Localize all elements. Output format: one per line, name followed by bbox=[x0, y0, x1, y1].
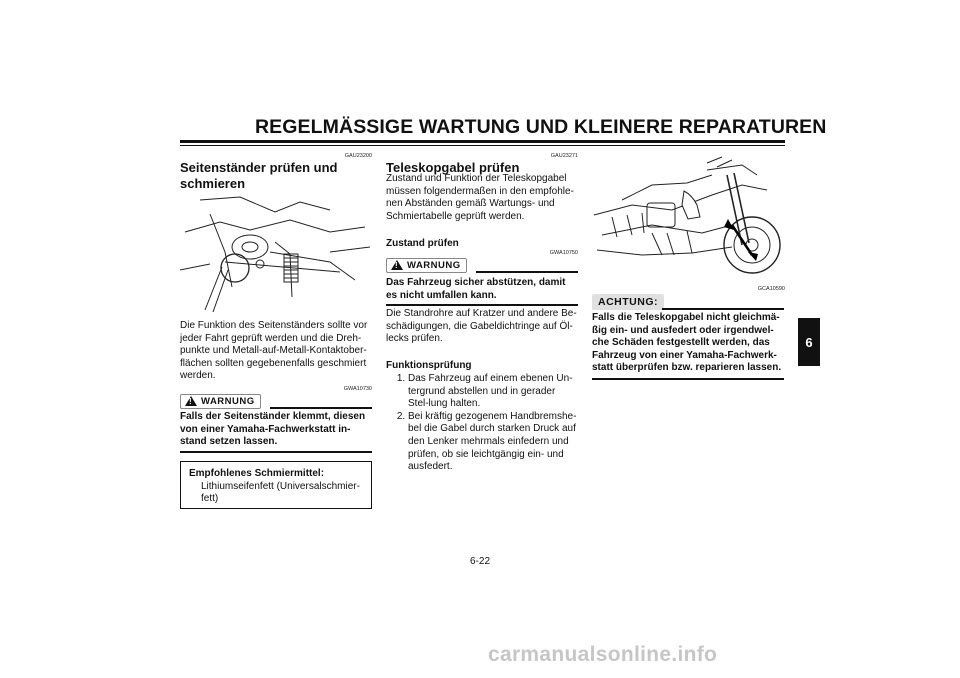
subheading-function: Funktionsprüfung bbox=[386, 360, 472, 371]
warning-label: WARNUNG bbox=[201, 395, 255, 407]
step-1: 1. Das Fahrzeug auf einem ebenen Un-tergrund abstellen und in gerader Stel-lung halten. bbox=[408, 373, 578, 411]
warning-badge bbox=[386, 257, 467, 275]
warning-text: Falls der Seitenständer klemmt, diesen von einer Yamaha-Fachwerkstatt in-stand setzen lassen. bbox=[180, 411, 366, 448]
chapter-tab: 6 bbox=[798, 318, 820, 366]
condition-text: Die Standrohre auf Kratzer und andere Be-schädigungen, die Gabeldichtringe auf Öl-lecks prüfen. bbox=[386, 308, 577, 345]
caution-rule-bottom bbox=[592, 378, 784, 380]
fork-illustration bbox=[592, 155, 784, 283]
lubricant-box bbox=[180, 461, 372, 509]
page-number: 6-22 bbox=[470, 556, 491, 567]
figure-code: GCA10590 bbox=[757, 286, 785, 292]
lubricant-value: Lithiumseifenfett (Universalschmier-fett) bbox=[201, 480, 360, 505]
warning-triangle-icon bbox=[185, 396, 197, 406]
subheading-condition: Zustand prüfen bbox=[386, 238, 459, 249]
header-rule bbox=[180, 140, 785, 143]
warning-code: GWA10730 bbox=[343, 386, 372, 392]
watermark: carmanualsonline.info bbox=[488, 643, 718, 666]
warning-label: WARNUNG bbox=[407, 259, 461, 271]
lubricant-title: Empfohlenes Schmiermittel: bbox=[189, 468, 325, 479]
caution-label: ACHTUNG: bbox=[592, 294, 664, 310]
warning-rule-bottom bbox=[386, 304, 578, 306]
section-title-fork: Teleskopgabel prüfen bbox=[386, 160, 520, 175]
warning-code: GWA10750 bbox=[549, 250, 578, 256]
fork-intro: Zustand und Funktion der Teleskopgabel müssen folgendermaßen in den empfohle-nen Abständen gemäß Wartungs- und Schmiertabelle geprüft werden. bbox=[386, 173, 574, 222]
warning-badge bbox=[180, 393, 261, 411]
caution-text: Falls die Teleskopgabel nicht gleichmä-ßig ein- und ausfedert oder irgendwel-che Schäden festgestellt werden, das Fahrzeug von einer Yamaha-Fachwerk-statt überprüfen bzw. reparieren lassen. bbox=[592, 312, 782, 374]
section-code: GAU23271 bbox=[550, 153, 578, 159]
side-stand-illustration bbox=[180, 192, 372, 317]
warning-text: Das Fahrzeug sicher abstützen, damit es nicht umfallen kann. bbox=[386, 277, 566, 301]
warning-rule bbox=[270, 407, 372, 409]
warning-rule-bottom bbox=[180, 451, 372, 453]
warning-rule bbox=[476, 271, 578, 273]
header-rule-thin bbox=[180, 145, 785, 146]
side-stand-paragraph: Die Funktion des Seitenständers sollte vor jeder Fahrt geprüft werden und die Dreh-punkte und Metall-auf-Metall-Kontaktober-flächen sollten gegebenenfalls geschmiert werden. bbox=[180, 320, 368, 382]
page-header-title: REGELMÄSSIGE WARTUNG UND KLEINERE REPARATUREN bbox=[255, 116, 827, 138]
warning-triangle-icon bbox=[391, 260, 403, 270]
section-title-side-stand: Seitenständer prüfen und schmieren bbox=[180, 160, 338, 191]
section-code: GAU23200 bbox=[344, 153, 372, 159]
function-steps bbox=[386, 373, 578, 474]
caution-rule bbox=[662, 308, 784, 310]
step-2: 2. Bei kräftig gezogenem Handbremshe-bel die Gabel durch starken Druck auf den Lenker mehrmals einfedern und prüfen, ob sie leichtgängig ein- und ausfedert. bbox=[408, 411, 578, 474]
